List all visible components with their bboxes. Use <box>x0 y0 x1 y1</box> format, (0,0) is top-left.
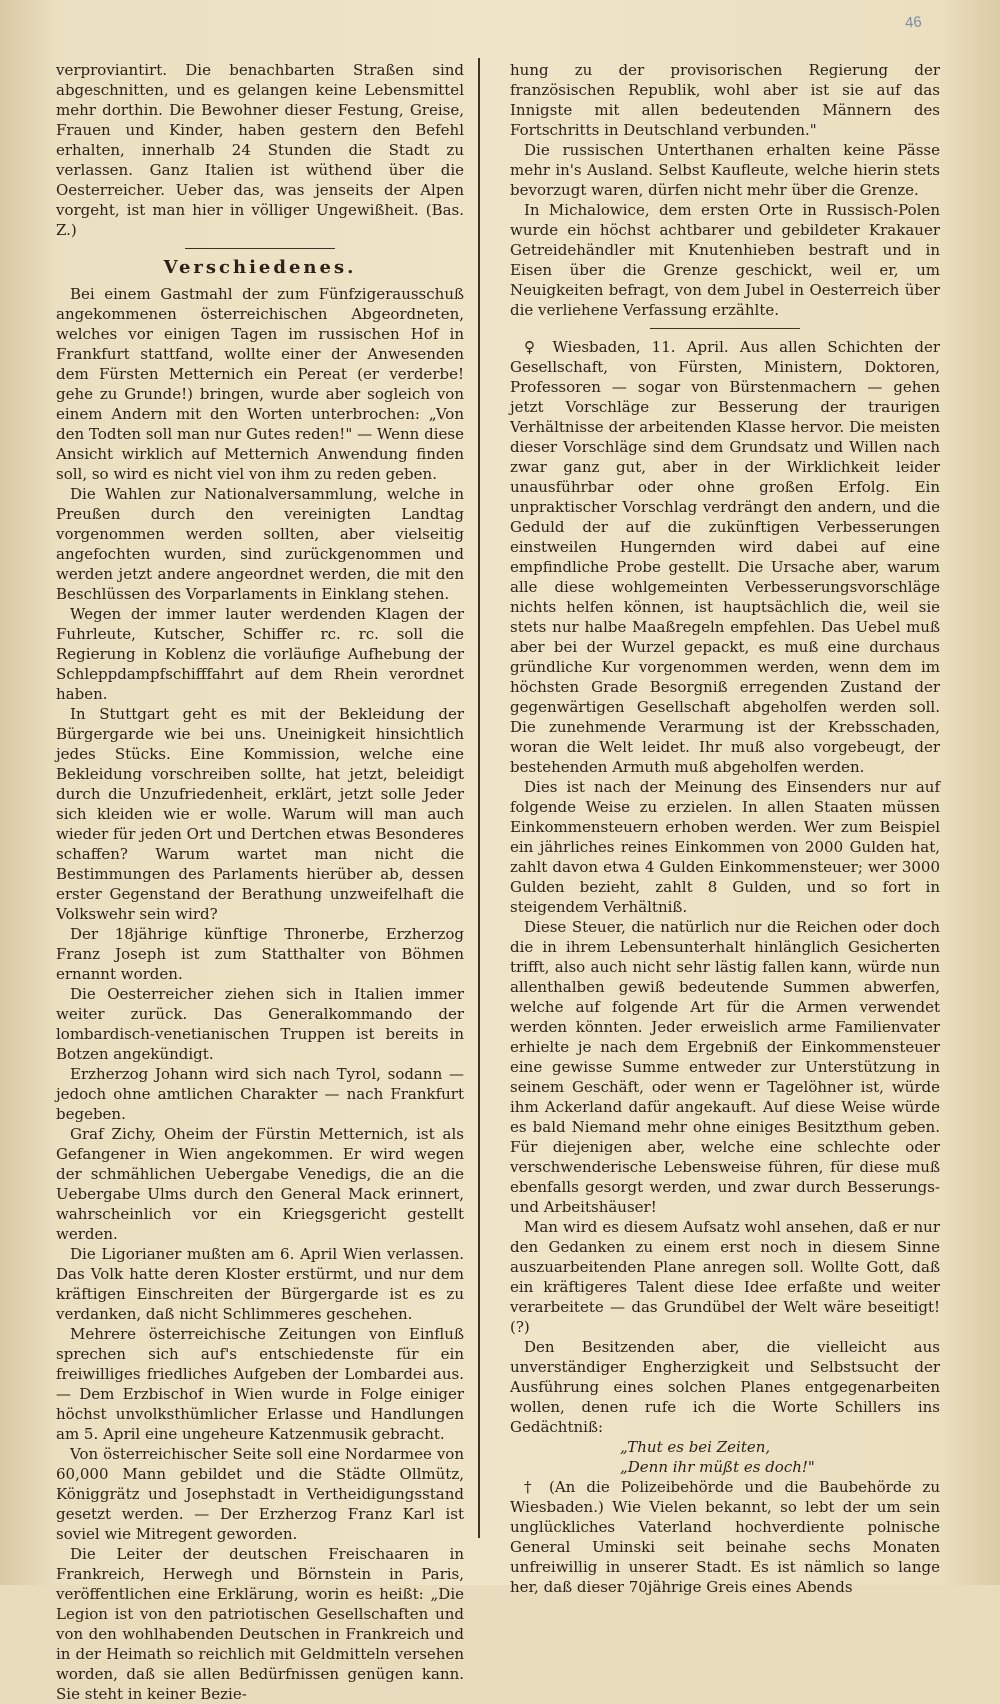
article-paragraph: Die Wahlen zur Nationalversammlung, welche in Preußen durch den vereinigten Landtag vorgenommen werden sollten, aber vielseitig angefochten wurden, sind zurückgenommen und werden jetzt andere angeordnet werden, die mit den Beschlüssen des Vorparlaments in Einklang stehen. <box>56 485 464 603</box>
article-paragraph: verproviantirt. Die benachbarten Straßen sind abgeschnitten, und es gelangen keine Lebensmittel mehr dorthin. Die Bewohner dieser Festung, Greise, Frauen und Kinder, haben gestern den Befehl erhalten, innerhalb 24 Stunden die Stadt zu verlassen. Ganz Italien ist wüthend über die Oesterreicher. Ueber das, was jenseits der Alpen vorgeht, ist man hier in völliger Ungewißheit. (Bas. Z.) <box>56 61 464 239</box>
page-number: 46 <box>904 13 923 32</box>
article-paragraph: Diese Steuer, die natürlich nur die Reichen oder doch die in ihrem Lebensunterhalt hinlänglich Gesicherten trifft, also auch nicht sehr lästig fallen kann, würde nun allenthalben gewiß bedeutende Summen abwerfen, welche auf folgende Art für die Armen verwendet werden könnten. Jeder erweislich arme Familienvater erhielte je nach dem Ergebniß der Einkommensteuer eine gewisse Summe entweder zur Unterstützung in seinem Geschäft, oder wenn er Tagelöhner ist, würde ihm Ackerland dafür angekauft. Auf diese Weise würde es bald Niemand mehr ohne einiges Besitzthum geben. Für diejenigen aber, welche eine schlechte oder verschwenderische Lebensweise führen, für diese muß ebenfalls gesorgt werden, und zwar durch Besserungs- und Arbeitshäuser! <box>510 918 940 1216</box>
article-separator <box>650 328 800 329</box>
article-paragraph: Die Leiter der deutschen Freischaaren in Frankreich, Herwegh und Börnstein in Paris, veröffentlichen eine Erklärung, worin es heißt: „Die Legion ist von den patriotischen Gesellschaften und von den wohlhabenden Deutschen in Frankreich und in der Heimath so reichlich mit Geldmitteln versehen worden, daß sie allen Bedürfnissen genügen kann. Sie steht in keiner Bezie- <box>56 1545 464 1703</box>
article-paragraph: Erzherzog Johann wird sich nach Tyrol, sodann — jedoch ohne amtlichen Charakter — nach Frankfurt begeben. <box>56 1065 464 1123</box>
article-paragraph: † (An die Polizeibehörde und die Baubehörde zu Wiesbaden.) Wie Vielen bekannt, so lebt der um sein unglückliches Vaterland hochverdiente polnische General Uminski seit beinahe sechs Monaten unfreiwillig in unserer Stadt. Es ist nämlich so lange her, daß dieser 70jährige Greis eines Abends <box>510 1478 940 1596</box>
column-divider <box>478 58 480 1538</box>
section-rule <box>185 248 335 249</box>
article-paragraph: Die Ligorianer mußten am 6. April Wien verlassen. Das Volk hatte deren Kloster erstürmt, und nur dem kräftigen Einschreiten der Bürgergarde ist es zu verdanken, daß nicht Schlimmeres geschehen. <box>56 1245 464 1323</box>
article-paragraph: Bei einem Gastmahl der zum Fünfzigerausschuß angekommenen österreichischen Abgeordneten, welches vor einigen Tagen im russischen Hof in Frankfurt stattfand, wollte einer der Anwesenden dem Fürsten Metternich ein Pereat (er verderbe! gehe zu Grunde!) bringen, wurde aber sogleich von einem Andern mit den Worten unterbrochen: „Von den Todten soll man nur Gutes reden!" — Wenn diese Ansicht wirklich auf Metternich Anwendung finden soll, so wird es nicht viel von ihm zu reden geben. <box>56 285 464 483</box>
article-paragraph: Die Oesterreicher ziehen sich in Italien immer weiter zurück. Das Generalkommando der lombardisch-venetianischen Truppen ist bereits in Botzen angekündigt. <box>56 985 464 1063</box>
article-paragraph: Wegen der immer lauter werdenden Klagen der Fuhrleute, Kutscher, Schiffer rc. rc. soll die Regierung in Koblenz die vorläufige Aufhebung der Schleppdampfschifffahrt auf dem Rhein verordnet haben. <box>56 605 464 703</box>
article-paragraph: Von österreichischer Seite soll eine Nordarmee von 60,000 Mann gebildet und die Städte Ollmütz, Königgrätz und Josephstadt in Vertheidigungsstand gesetzt werden. — Der Erzherzog Franz Karl ist soviel wie Mitregent geworden. <box>56 1445 464 1543</box>
article-paragraph: ♀ Wiesbaden, 11. April. Aus allen Schichten der Gesellschaft, von Fürsten, Ministern, Doktoren, Professoren — sogar von Bürstenmachern — gehen jetzt Vorschläge zur Besserung der traurigen Verhältnisse der arbeitenden Klasse hervor. Die meisten dieser Vorschläge sind dem Grundsatz und Willen nach zwar ganz gut, aber in der Wirklichkeit leider unausführbar oder ohne großen Erfolg. Ein unpraktischer Vorschlag verdrängt den andern, und die Geduld der auf die zukünftigen Verbesserungen einstweilen Hungernden wird dabei auf eine empfindliche Probe gestellt. Die Ursache aber, warum alle diese wohlgemeinten Verbesserungsvorschläge nichts helfen können, ist hauptsächlich die, weil sie stets nur halbe Maaßregeln empfehlen. Das Uebel muß aber bei der Wurzel gepackt, es muß eine durchaus gründliche Kur vorgenommen werden, wenn dem im höchsten Grade Besorgniß erregenden Zustand der gegenwärtigen Gesellschaft abgeholfen werden soll. Die zunehmende Verarmung ist der Krebsschaden, woran die Welt leidet. Ihr muß also vorgebeugt, der bestehenden Armuth muß abgeholfen werden. <box>510 338 940 776</box>
right-column <box>510 60 940 1596</box>
article-paragraph: Dies ist nach der Meinung des Einsenders nur auf folgende Weise zu erzielen. In allen Staaten müssen Einkommensteuern erhoben werden. Wer zum Beispiel ein jährliches reines Einkommen von 2000 Gulden hat, zahlt davon etwa 4 Gulden Einkommensteuer; wer 3000 Gulden bezieht, zahlt 8 Gulden, und so fort in steigendem Verhältniß. <box>510 778 940 916</box>
section-heading: Verschiedenes. <box>163 257 357 278</box>
verse-line: „Thut es bei Zeiten, <box>620 1438 771 1456</box>
article-paragraph: Graf Zichy, Oheim der Fürstin Metternich, ist als Gefangener in Wien angekommen. Er wird wegen der schmählichen Uebergabe Venedigs, die an die Uebergabe Ulms durch den General Mack erinnert, wahrscheinlich vor ein Kriegsgericht gestellt werden. <box>56 1125 464 1243</box>
article-paragraph: Den Besitzenden aber, die vielleicht aus unverständiger Engherzigkeit und Selbstsucht der Ausführung eines solchen Planes entgegenarbeiten wollen, denen rufe ich die Worte Schillers ins Gedächtniß: <box>510 1338 940 1436</box>
article-paragraph: In Michalowice, dem ersten Orte in Russisch-Polen wurde ein höchst achtbarer und gebildeter Krakauer Getreidehändler mit Knutenhieben bestraft und in Eisen über die Grenze geschickt, weil er, um Neuigkeiten befragt, von dem Jubel in Oesterreich über die verliehene Verfassung erzählte. <box>510 201 940 319</box>
article-paragraph: Die russischen Unterthanen erhalten keine Pässe mehr in's Ausland. Selbst Kaufleute, welche hierin stets bevorzugt waren, dürfen nicht mehr über die Grenze. <box>510 141 940 199</box>
article-paragraph: Der 18jährige künftige Thronerbe, Erzherzog Franz Joseph ist zum Statthalter von Böhmen ernannt worden. <box>56 925 464 983</box>
article-paragraph: In Stuttgart geht es mit der Bekleidung der Bürgergarde wie bei uns. Uneinigkeit hinsichtlich jedes Stücks. Eine Kommission, welche eine Bekleidung vorschreiben sollte, hat jetzt, beleidigt durch die Unzufriedenheit, erklärt, jetzt solle Jeder sich kleiden wie er wolle. Warum will man auch wieder für jeden Ort und Dertchen etwas Besonderes schaffen? Warum wartet man nicht die Bestimmungen des Parlaments hierüber ab, dessen erster Gegenstand der Berathung unzweifelhaft die Volkswehr sein wird? <box>56 705 464 923</box>
verse-line: „Denn ihr müßt es doch!" <box>620 1458 815 1476</box>
left-column <box>56 60 464 1703</box>
article-paragraph: Mehrere österreichische Zeitungen von Einfluß sprechen sich auf's entschiedenste für ein freiwilliges friedliches Aufgeben der Lombardei aus. — Dem Erzbischof in Wien wurde in Folge einiger höchst unvolksthümlicher Erlasse und Handlungen am 5. April eine ungeheure Katzenmusik gebracht. <box>56 1325 464 1443</box>
article-paragraph: Man wird es diesem Aufsatz wohl ansehen, daß er nur den Gedanken zu einem erst noch in diesem Sinne auszuarbeitenden Plane anregen soll. Wollte Gott, daß ein kräftigeres Talent diese Idee erfaßte und weiter verarbeitete — das Grundübel der Welt wäre beseitigt! (?) <box>510 1218 940 1336</box>
article-paragraph: hung zu der provisorischen Regierung der französischen Republik, wohl aber ist sie auf das Innigste mit allen bedeutenden Männern des Fortschritts in Deutschland verbunden." <box>510 61 940 139</box>
